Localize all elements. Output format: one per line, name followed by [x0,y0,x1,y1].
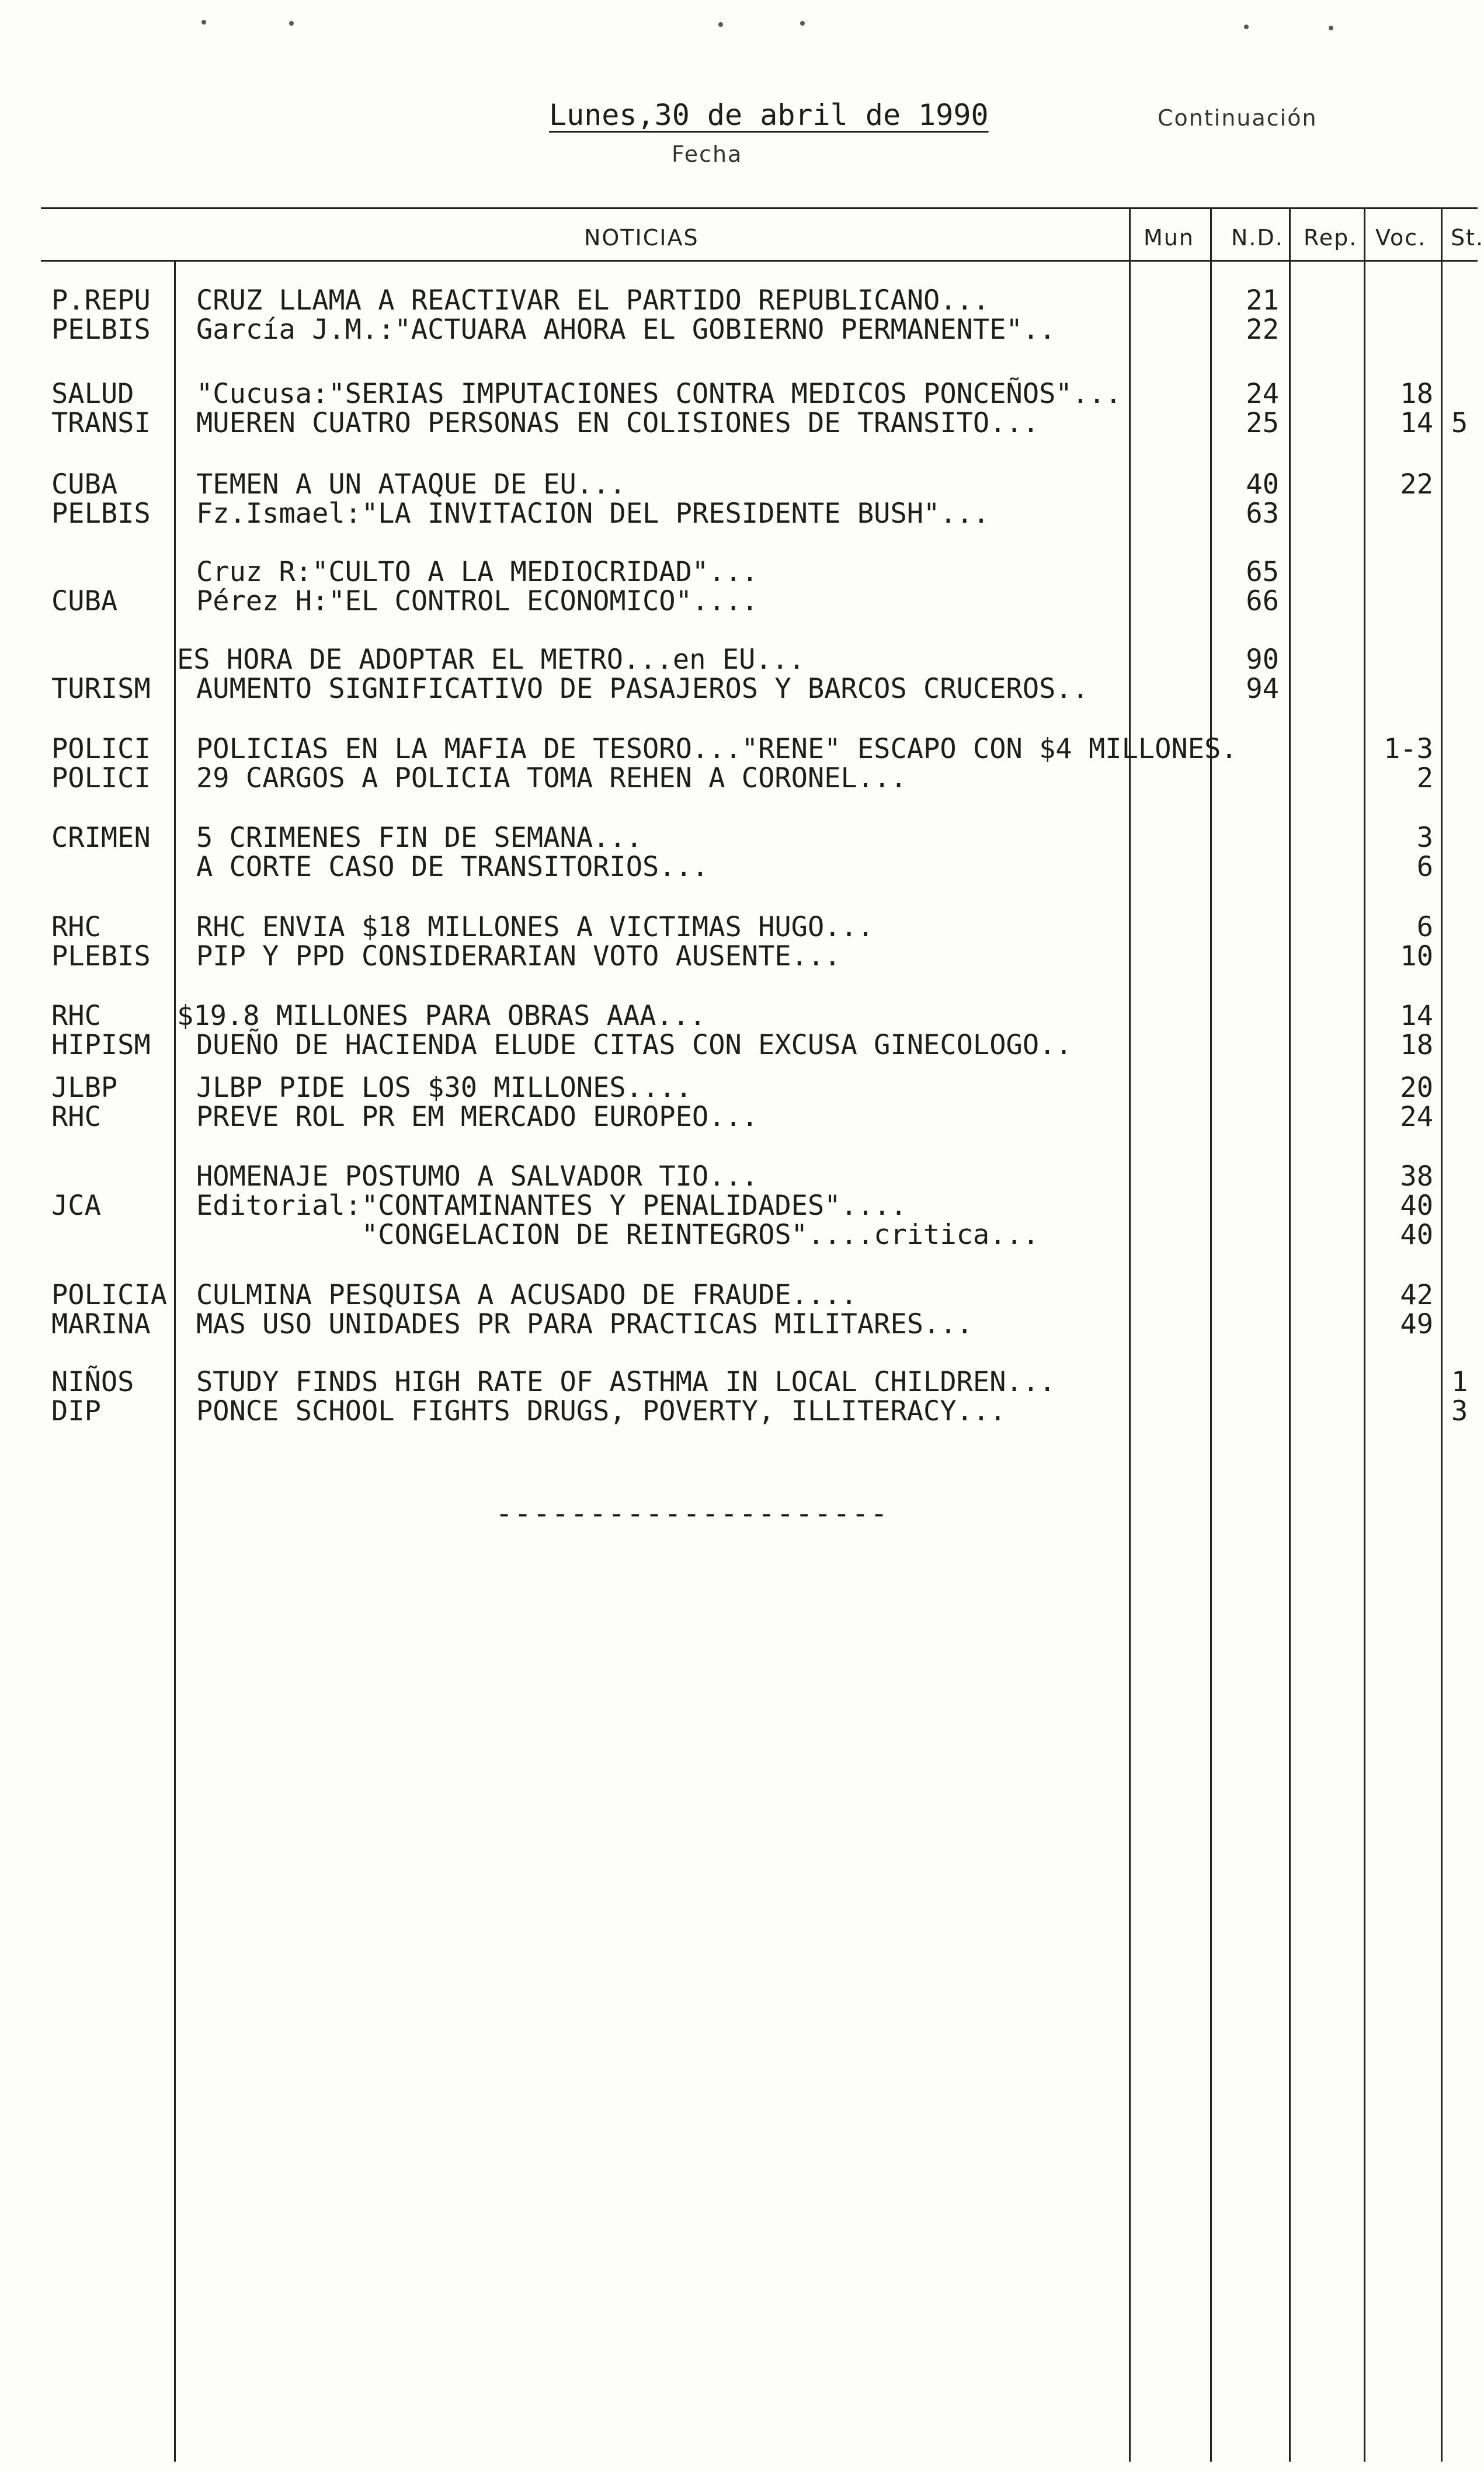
row-category: JLBP [51,1072,118,1104]
row-category: P.REPU [51,284,151,317]
row-headline: Pérez H:"EL CONTROL ECONOMICO".... [196,585,759,617]
row-headline: Cruz R:"CULTO A LA MEDIOCRIDAD"... [196,556,759,588]
row-headline: JLBP PIDE LOS $30 MILLONES.... [196,1072,692,1104]
row-voc-page: 1-3 [1384,733,1433,765]
row-category: MARINA [51,1308,151,1340]
row-voc-page: 38 [1400,1160,1433,1193]
col-header-nd: N.D. [1231,225,1284,251]
row-headline: CULMINA PESQUISA A ACUSADO DE FRAUDE.... [196,1279,857,1311]
row-nd-page: 65 [1246,556,1279,588]
row-voc-page: 14 [1400,1000,1433,1032]
row-category: POLICI [51,762,151,794]
scan-speck [800,21,805,26]
row-category: PELBIS [51,498,151,530]
row-category: POLICIA [51,1279,168,1311]
scan-speck [289,21,294,26]
col-divider-rep [1289,207,1291,2462]
row-category: PLEBIS [51,940,151,972]
row-headline: DUEÑO DE HACIENDA ELUDE CITAS CON EXCUSA GINECOLOGO.. [196,1029,1072,1061]
row-category: RHC [51,1000,101,1032]
row-st-page: 3 [1451,1395,1468,1427]
row-category: PELBIS [51,314,151,346]
row-category: POLICI [51,733,151,765]
row-nd-page: 40 [1246,468,1279,501]
row-voc-page: 14 [1400,407,1433,439]
row-headline: Fz.Ismael:"LA INVITACION DEL PRESIDENTE BUSH"... [196,498,990,530]
col-header-st: St. [1451,225,1484,251]
row-category: HIPISM [51,1029,151,1061]
col-header-rep: Rep. [1304,225,1358,251]
row-voc-page: 42 [1400,1279,1433,1311]
row-category: SALUD [51,378,134,410]
row-voc-page: 20 [1400,1072,1433,1104]
col-divider-category [174,260,176,2462]
row-nd-page: 90 [1246,644,1279,676]
row-st-page: 5 [1451,407,1468,439]
col-header-noticias: NOTICIAS [584,225,699,251]
row-headline: Editorial:"CONTAMINANTES Y PENALIDADES".... [196,1190,907,1222]
scan-speck [201,20,206,25]
row-nd-page: 25 [1246,407,1279,439]
row-voc-page: 40 [1400,1190,1433,1222]
col-divider-st [1441,207,1443,2462]
row-headline: POLICIAS EN LA MAFIA DE TESORO..."RENE" ESCAPO CON $4 MILLONES. [196,733,1238,765]
row-headline: "CONGELACION DE REINTEGROS"....critica... [196,1219,1040,1251]
row-headline: STUDY FINDS HIGH RATE OF ASTHMA IN LOCAL CHILDREN... [196,1366,1056,1398]
row-voc-page: 6 [1416,851,1433,883]
row-nd-page: 66 [1246,585,1279,617]
row-category: RHC [51,1101,101,1133]
row-nd-page: 24 [1246,378,1279,410]
row-voc-page: 2 [1416,762,1433,794]
scan-speck [718,22,723,27]
col-divider-nd [1210,207,1212,2462]
row-nd-page: 21 [1246,284,1279,317]
row-category: CUBA [51,468,118,501]
row-headline: AUMENTO SIGNIFICATIVO DE PASAJEROS Y BARCOS CRUCEROS.. [196,673,1089,705]
col-divider-voc [1364,207,1365,2462]
row-category: NIÑOS [51,1366,134,1398]
scan-speck [1329,26,1333,30]
col-divider-mun [1129,207,1131,2462]
row-nd-page: 22 [1246,314,1279,346]
row-category: JCA [51,1190,101,1222]
row-voc-page: 6 [1416,911,1433,943]
col-header-mun: Mun [1144,225,1194,251]
row-headline: PIP Y PPD CONSIDERARIAN VOTO AUSENTE... [196,940,841,972]
row-headline: A CORTE CASO DE TRANSITORIOS... [196,851,709,883]
row-voc-page: 22 [1400,468,1433,501]
continuation-label: Continuación [1158,105,1318,131]
row-voc-page: 3 [1416,822,1433,854]
row-headline: PREVE ROL PR EM MERCADO EUROPEO... [196,1101,759,1133]
row-headline: 5 CRIMENES FIN DE SEMANA... [196,822,643,854]
row-voc-page: 49 [1400,1308,1433,1340]
row-headline: CRUZ LLAMA A REACTIVAR EL PARTIDO REPUBLICANO... [196,284,990,317]
row-headline: García J.M.:"ACTUARA AHORA EL GOBIERNO PERMANENTE".. [196,314,1056,346]
row-voc-page: 18 [1400,1029,1433,1061]
scan-speck [1244,25,1249,29]
row-category: RHC [51,911,101,943]
table-top-rule [41,207,1478,209]
row-headline: MAS USO UNIDADES PR PARA PRACTICAS MILITARES... [196,1308,973,1340]
table-header-rule [41,260,1478,262]
row-category: CRIMEN [51,822,151,854]
row-headline: 29 CARGOS A POLICIA TOMA REHEN A CORONEL... [196,762,907,794]
row-headline: TEMEN A UN ATAQUE DE EU... [196,468,626,501]
date-label: Fecha [672,141,743,167]
row-headline: HOMENAJE POSTUMO A SALVADOR TIO... [196,1160,759,1193]
row-voc-page: 10 [1400,940,1433,972]
row-headline: $19.8 MILLONES PARA OBRAS AAA... [177,1000,706,1032]
row-category: TURISM [51,673,151,705]
row-st-page: 1 [1451,1366,1468,1398]
row-headline: RHC ENVIA $18 MILLONES A VICTIMAS HUGO... [196,911,874,943]
footer-separator: --------------------- [495,1496,889,1530]
row-nd-page: 63 [1246,498,1279,530]
row-category: DIP [51,1395,101,1427]
row-headline: PONCE SCHOOL FIGHTS DRUGS, POVERTY, ILLITERACY... [196,1395,1006,1427]
row-headline: MUEREN CUATRO PERSONAS EN COLISIONES DE TRANSITO... [196,407,1040,439]
row-headline: ES HORA DE ADOPTAR EL METRO...en EU... [177,644,805,676]
row-headline: "Cucusa:"SERIAS IMPUTACIONES CONTRA MEDICOS PONCEÑOS"... [196,378,1122,410]
row-voc-page: 24 [1400,1101,1433,1133]
report-date: Lunes,30 de abril de 1990 [549,98,989,132]
row-voc-page: 18 [1400,378,1433,410]
row-voc-page: 40 [1400,1219,1433,1251]
row-category: TRANSI [51,407,151,439]
row-category: CUBA [51,585,118,617]
row-nd-page: 94 [1246,673,1279,705]
col-header-voc: Voc. [1375,225,1427,251]
